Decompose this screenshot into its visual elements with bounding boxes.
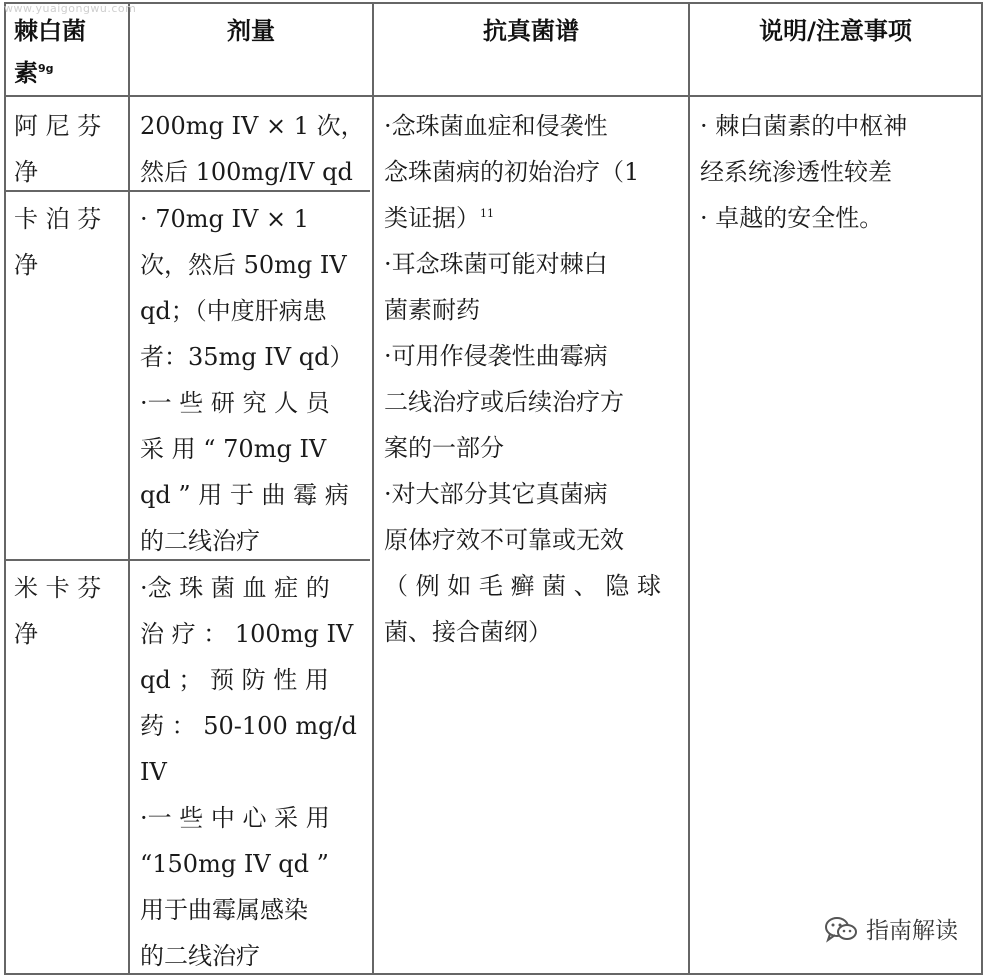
header-notes: 说明/注意事项 bbox=[759, 17, 912, 45]
drug-name-line: 阿 尼 芬 bbox=[14, 112, 102, 140]
spectrum-line: （ 例 如 毛 癣 菌 、 隐 球 bbox=[384, 572, 662, 600]
spectrum-line: 菌、接合菌纲） bbox=[384, 618, 552, 646]
dose-line: 然后 100mg/IV qd bbox=[140, 158, 353, 186]
spectrum-line: 二线治疗或后续治疗方 bbox=[384, 388, 624, 416]
drug-name-anidulafungin bbox=[14, 103, 116, 195]
watermark: www.yuaigongwu.com bbox=[4, 2, 137, 15]
drug-name-line: 净 bbox=[14, 251, 38, 279]
dose-line: ·念 珠 菌 血 症 的 bbox=[140, 574, 330, 602]
dose-line: · 70mg IV × 1 bbox=[140, 205, 309, 233]
header-drug-class-sup: 9g bbox=[38, 62, 54, 75]
dose-line: “150mg IV qd ” bbox=[140, 850, 329, 878]
dose-line: 用于曲霉属感染 bbox=[140, 896, 308, 924]
dose-line: IV bbox=[140, 758, 167, 786]
header-drug-class-line1: 棘白菌 bbox=[14, 17, 86, 45]
spectrum-sup: 11 bbox=[480, 207, 494, 220]
spectrum-text: 类证据） bbox=[384, 204, 480, 232]
logo-text: 指南解读 bbox=[866, 918, 958, 944]
dose-line: qd；（中度肝病患 bbox=[140, 297, 327, 325]
dose-line: 药 ： 50-100 mg/d bbox=[140, 712, 357, 740]
dose-line: 的二线治疗 bbox=[140, 942, 260, 970]
dose-micafungin bbox=[140, 565, 362, 979]
spectrum-line: 菌素耐药 bbox=[384, 296, 480, 324]
drug-name-line: 净 bbox=[14, 620, 38, 648]
header-spectrum: 抗真菌谱 bbox=[483, 17, 579, 45]
dose-line: 次，然后 50mg IV bbox=[140, 251, 347, 279]
notes-line: · 卓越的安全性。 bbox=[700, 204, 884, 232]
spectrum-line: 案的一部分 bbox=[384, 434, 504, 462]
dose-line: 200mg IV × 1 次， bbox=[140, 112, 365, 140]
dose-line: 的二线治疗 bbox=[140, 527, 260, 555]
drug-name-line: 米 卡 芬 bbox=[14, 574, 102, 602]
dose-line: qd ” 用 于 曲 霉 病 bbox=[140, 481, 349, 509]
col-divider-1 bbox=[128, 2, 130, 975]
spectrum-line: ·可用作侵袭性曲霉病 bbox=[384, 342, 608, 370]
col-divider-3 bbox=[688, 2, 690, 975]
drug-name-line: 净 bbox=[14, 158, 38, 186]
dose-line: ·一 些 研 究 人 员 bbox=[140, 389, 330, 417]
table-border-top bbox=[4, 2, 983, 4]
spectrum-line: 原体疗效不可靠或无效 bbox=[384, 526, 624, 554]
table-header-divider bbox=[4, 95, 983, 97]
dose-caspofungin bbox=[140, 196, 362, 564]
wechat-account-logo bbox=[824, 912, 958, 945]
table-border-left bbox=[4, 2, 6, 975]
dose-line: qd ； 预 防 性 用 bbox=[140, 666, 329, 694]
notes-line: 经系统渗透性较差 bbox=[700, 158, 892, 186]
drug-name-micafungin bbox=[14, 565, 116, 657]
dose-line: 治 疗 ： 100mg IV bbox=[140, 620, 354, 648]
header-dose: 剂量 bbox=[227, 17, 275, 45]
antifungal-spectrum bbox=[384, 103, 680, 655]
dose-line: 采 用 “ 70mg IV bbox=[140, 435, 327, 463]
table-border-right bbox=[981, 2, 983, 975]
header-drug-class bbox=[14, 10, 124, 94]
spectrum-line: ·对大部分其它真菌病 bbox=[384, 480, 608, 508]
spectrum-line bbox=[384, 195, 680, 241]
dose-line: 者：35mg IV qd） bbox=[140, 343, 354, 371]
notes-line: · 棘白菌素的中枢神 bbox=[700, 112, 908, 140]
spectrum-line: 念珠菌病的初始治疗（1 bbox=[384, 158, 640, 186]
header-drug-class-text: 素 bbox=[14, 59, 38, 87]
dose-anidulafungin bbox=[140, 103, 365, 195]
spectrum-line: ·耳念珠菌可能对棘白 bbox=[384, 250, 608, 278]
drug-name-caspofungin bbox=[14, 196, 116, 288]
header-drug-class-line2 bbox=[14, 52, 124, 94]
col-divider-2 bbox=[372, 2, 374, 975]
drug-name-line: 卡 泊 芬 bbox=[14, 205, 102, 233]
dose-line: ·一 些 中 心 采 用 bbox=[140, 804, 330, 832]
wechat-icon bbox=[824, 915, 858, 943]
notes bbox=[700, 103, 976, 241]
spectrum-line: ·念珠菌血症和侵袭性 bbox=[384, 112, 608, 140]
